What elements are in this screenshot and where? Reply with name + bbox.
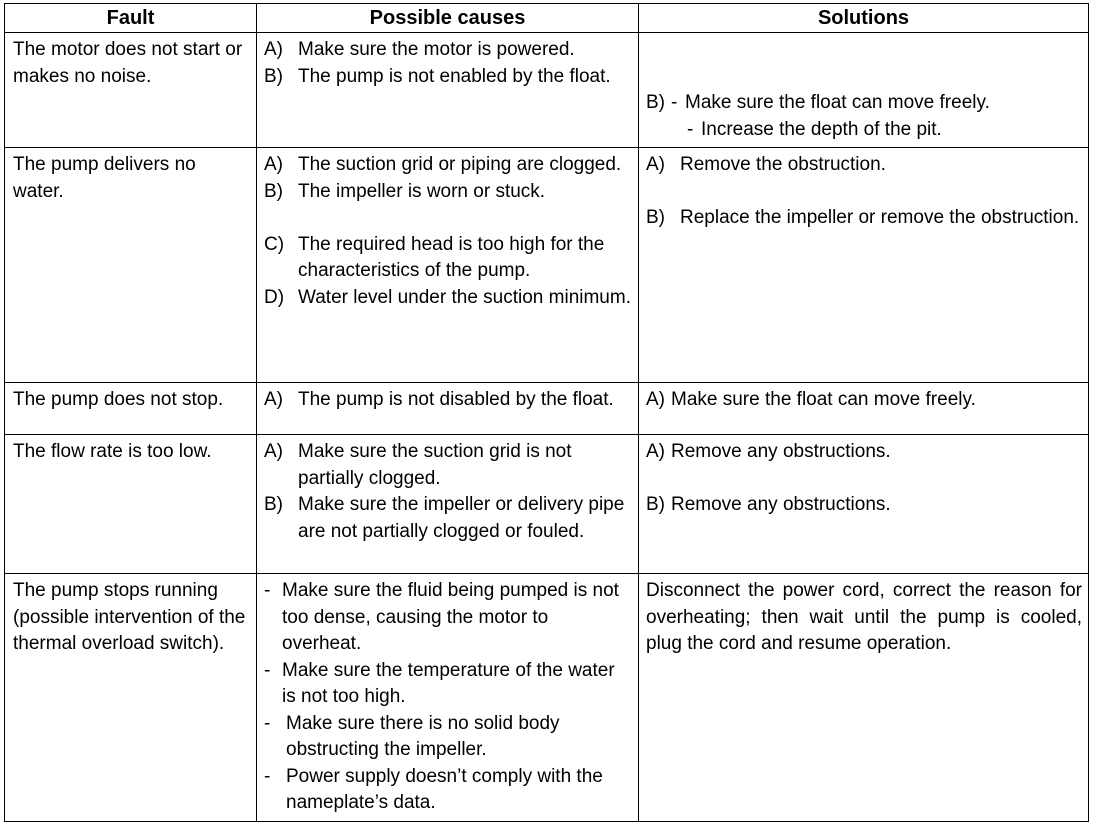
cause-text: The pump is not disabled by the float. [298,389,614,410]
cause-item [264,152,632,179]
solution-subline-text: Make sure the float can move freely. [685,92,990,113]
cause-item [264,658,632,711]
solution-item [646,205,1082,232]
cause-item [264,285,632,312]
cause-item [264,578,632,658]
solutions-list [639,435,1088,523]
solutions-cell [639,574,1089,822]
cause-item [264,764,632,817]
cause-item [264,492,632,545]
fault-cell [5,148,257,383]
causes-cell [257,148,639,383]
dash-icon: - [264,580,271,601]
solution-marker: B) [646,207,665,228]
solution-item [646,152,1082,179]
solution-paragraph: Disconnect the power cord, correct the reason for overheating; then wait until the pump is cooled, plug the cord and resume operation. [646,580,1082,654]
cause-marker: B) [264,180,283,202]
dash-icon: - [687,118,694,140]
fault-text: The pump stops running (possible intervention of the thermal overload switch). [13,580,246,654]
cause-text: The required head is too high for the characteristics of the pump. [298,233,605,281]
cause-text: Make sure the temperature of the water is not too high. [282,659,615,707]
cause-marker: A) [264,39,283,60]
causes-cell [257,383,639,435]
causes-list [257,33,638,94]
solutions-cell [639,435,1089,574]
solution-marker: A) [646,441,665,462]
solution-item [646,492,1082,519]
fault-cell [5,435,257,574]
solutions-cell [639,383,1089,435]
solution-text: Remove any obstructions. [671,494,891,515]
solution-marker: B) [646,92,665,113]
solution-marker: A) [646,389,665,410]
solutions-list [639,383,1088,418]
cause-item [264,439,632,492]
table-row [5,33,1089,148]
cause-text: Make sure the suction grid is not partially clogged. [298,441,572,489]
vertical-spacer [646,37,1082,90]
dash-icon: - [264,659,271,681]
cause-marker: A) [264,389,283,410]
cause-text: The pump is not enabled by the float. [298,65,611,87]
solution-marker: A) [646,154,665,175]
cause-item [264,711,632,764]
dash-icon: - [264,712,271,734]
fault-text: The flow rate is too low. [13,441,212,462]
header-row [5,4,1089,33]
troubleshooting-table [4,3,1089,822]
fault-text: The motor does not start or makes no noise. [13,39,243,87]
fault-cell [5,383,257,435]
cause-text: Make sure the impeller or delivery pipe are not partially clogged or fouled. [298,494,625,542]
dash-icon: - [671,92,678,113]
solution-item [646,387,1082,414]
causes-list [257,574,638,821]
cause-marker: B) [264,65,283,87]
solution-item [646,90,1082,143]
causes-cell [257,574,639,822]
table-body [5,33,1089,822]
cause-marker: B) [264,494,283,515]
cause-item [264,232,632,285]
cause-text: Make sure the fluid being pumped is not too dense, causing the motor to overheat. [282,580,619,654]
solution-text: Replace the impeller or remove the obstruction. [680,207,1080,228]
cause-text: Water level under the suction minimum. [298,286,631,308]
column-header-fault: Fault [5,4,257,33]
causes-list [257,435,638,549]
causes-cell [257,435,639,574]
solution-text: Remove any obstructions. [671,441,891,462]
solution-text: Remove the obstruction. [680,154,886,175]
solution-subline [671,117,1082,144]
solution-text: Make sure the float can move freely. [671,389,976,410]
cause-item [264,64,632,91]
cause-item [264,387,632,414]
cause-text: Make sure the motor is powered. [298,39,575,60]
cause-text: The impeller is worn or stuck. [298,180,546,202]
solutions-list [639,148,1088,236]
solution-subline-text: Increase the depth of the pit. [701,118,942,140]
cause-marker: A) [264,441,283,462]
cause-marker: A) [264,154,283,175]
solution-item [646,439,1082,466]
solutions-cell [639,33,1089,148]
cause-item [264,179,632,206]
causes-cell [257,33,639,148]
table-row [5,383,1089,435]
solution-marker: B) [646,494,665,515]
cause-text: Make sure there is no solid body obstructing the impeller. [286,712,560,760]
causes-list [257,383,638,418]
table-row [5,574,1089,822]
cause-text: The suction grid or piping are clogged. [298,154,622,175]
cause-marker: D) [264,286,285,308]
causes-list [257,148,638,315]
column-header-possible-causes: Possible causes [257,4,639,33]
solutions-list [639,33,1088,147]
solutions-cell [639,148,1089,383]
cause-marker: C) [264,233,285,255]
table-header [5,4,1089,33]
fault-cell [5,33,257,148]
fault-text: The pump delivers no water. [13,154,196,202]
fault-cell [5,574,257,822]
fault-text: The pump does not stop. [13,389,224,410]
cause-item [264,37,632,64]
solution-text [671,90,1082,143]
column-header-solutions: Solutions [639,4,1089,33]
cause-text: Power supply doesn’t comply with the nameplate’s data. [286,765,603,813]
solution-subline [671,90,1082,117]
table-row [5,435,1089,574]
dash-icon: - [264,765,271,787]
table-row [5,148,1089,383]
